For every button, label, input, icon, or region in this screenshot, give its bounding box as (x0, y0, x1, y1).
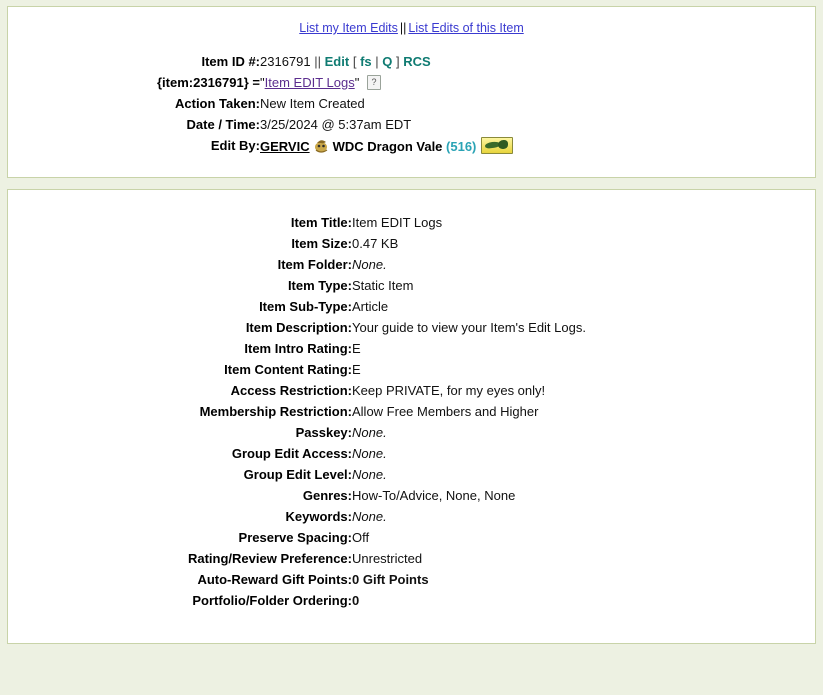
gift-points-amount: 0 Gift Points (352, 572, 429, 587)
table-row (8, 590, 815, 611)
portfolio-folder-ordering-label: Portfolio/Folder Ordering: (192, 593, 352, 608)
item-intro-rating-value: E (352, 341, 361, 356)
table-row (8, 338, 815, 359)
quote-close: " (354, 75, 360, 90)
help-icon[interactable]: ? (367, 75, 381, 90)
list-edits-of-this-item-link[interactable]: List Edits of this Item (408, 21, 524, 35)
membership-restriction-value: Allow Free Members and Higher (352, 404, 539, 419)
item-description-label: Item Description: (245, 320, 352, 335)
passkey-value: None. (352, 425, 387, 440)
item-edit-logs-link[interactable]: Item EDIT Logs (264, 75, 355, 90)
item-title-label: Item Title: (290, 215, 352, 230)
pipe-separator-1: | (375, 54, 379, 69)
preserve-spacing-value: Off (352, 530, 370, 545)
item-content-rating-value: E (352, 362, 361, 377)
editor-count: (516) (446, 139, 477, 154)
links-separator: || (399, 21, 407, 35)
genres-value: How-To/Advice, None, None (352, 488, 516, 503)
edit-log-panel (7, 6, 816, 178)
table-row (8, 135, 815, 157)
dragon-icon (313, 138, 330, 154)
item-id-number: 2316791 (260, 54, 311, 69)
item-tag-label: {item:2316791} = (157, 75, 260, 90)
table-row (8, 317, 815, 338)
table-row (8, 275, 815, 296)
table-row (8, 422, 815, 443)
item-type-value: Static Item (352, 278, 414, 293)
q-link[interactable]: Q (382, 54, 393, 69)
table-row (8, 380, 815, 401)
table-row (8, 548, 815, 569)
portfolio-folder-ordering-value: 0 (352, 593, 360, 608)
item-title-value: Item EDIT Logs (352, 215, 443, 230)
membership-restriction-label: Membership Restriction: (199, 404, 352, 419)
table-row (8, 401, 815, 422)
edit-by-value (260, 135, 815, 157)
date-time-value: 3/25/2024 @ 5:37am EDT (260, 117, 412, 132)
item-id-separator: || (314, 54, 322, 69)
action-taken-value: New Item Created (260, 96, 365, 111)
group-edit-access-value: None. (352, 446, 387, 461)
item-details-table (8, 212, 815, 611)
table-row (8, 443, 815, 464)
table-row (8, 51, 815, 72)
date-time-label: Date / Time: (186, 117, 260, 132)
table-row (8, 485, 815, 506)
list-my-item-edits-link[interactable]: List my Item Edits (299, 21, 398, 35)
table-row (8, 569, 815, 590)
item-size-value: 0.47 KB (352, 236, 399, 251)
rating-review-preference-value: Unrestricted (352, 551, 423, 566)
preserve-spacing-label: Preserve Spacing: (238, 530, 352, 545)
item-description-value: Your guide to view your Item's Edit Logs. (352, 320, 586, 335)
item-size-label: Item Size: (291, 236, 352, 251)
keywords-value: None. (352, 509, 387, 524)
item-folder-label: Item Folder: (277, 257, 352, 272)
group-edit-level-value: None. (352, 467, 387, 482)
item-id-value (260, 51, 815, 72)
fs-link[interactable]: fs (360, 54, 372, 69)
table-row (8, 233, 815, 254)
table-row (8, 114, 815, 135)
table-row (8, 72, 815, 93)
item-sub-type-value: Article (352, 299, 389, 314)
access-restriction-value: Keep PRIVATE, for my eyes only! (352, 383, 546, 398)
action-taken-label: Action Taken: (175, 96, 260, 111)
auto-reward-gift-points-value (352, 569, 815, 590)
group-edit-access-label: Group Edit Access: (231, 446, 352, 461)
keywords-label: Keywords: (285, 509, 352, 524)
table-row (8, 296, 815, 317)
rcs-link[interactable]: RCS (403, 54, 431, 69)
table-row (8, 506, 815, 527)
genres-label: Genres: (302, 488, 352, 503)
item-id-label: Item ID #: (201, 54, 260, 69)
table-row (8, 254, 815, 275)
item-tag-value (260, 72, 815, 93)
edit-link[interactable]: Edit (324, 54, 350, 69)
edit-by-label: Edit By: (210, 138, 260, 153)
editor-username-link[interactable]: GERVIC (260, 139, 310, 154)
table-row (8, 527, 815, 548)
item-details-panel (7, 189, 816, 644)
table-row (8, 212, 815, 233)
access-restriction-label: Access Restriction: (230, 383, 352, 398)
auto-reward-gift-points-label: Auto-Reward Gift Points: (197, 572, 352, 587)
table-row (8, 359, 815, 380)
bracket-close: ] (396, 54, 400, 69)
item-folder-value: None. (352, 257, 387, 272)
item-type-label: Item Type: (287, 278, 352, 293)
quote-open: " (260, 75, 265, 90)
editor-title: WDC Dragon Vale (332, 139, 443, 154)
header-links (8, 21, 815, 35)
table-row (8, 464, 815, 485)
edit-info-table (8, 51, 815, 157)
table-row (8, 93, 815, 114)
item-sub-type-label: Item Sub-Type: (259, 299, 352, 314)
item-intro-rating-label: Item Intro Rating: (244, 341, 352, 356)
passkey-label: Passkey: (295, 425, 352, 440)
group-edit-level-label: Group Edit Level: (243, 467, 352, 482)
rating-review-preference-label: Rating/Review Preference: (187, 551, 352, 566)
bracket-open: [ (352, 54, 357, 69)
item-content-rating-label: Item Content Rating: (224, 362, 352, 377)
badge-icon[interactable] (481, 137, 513, 154)
